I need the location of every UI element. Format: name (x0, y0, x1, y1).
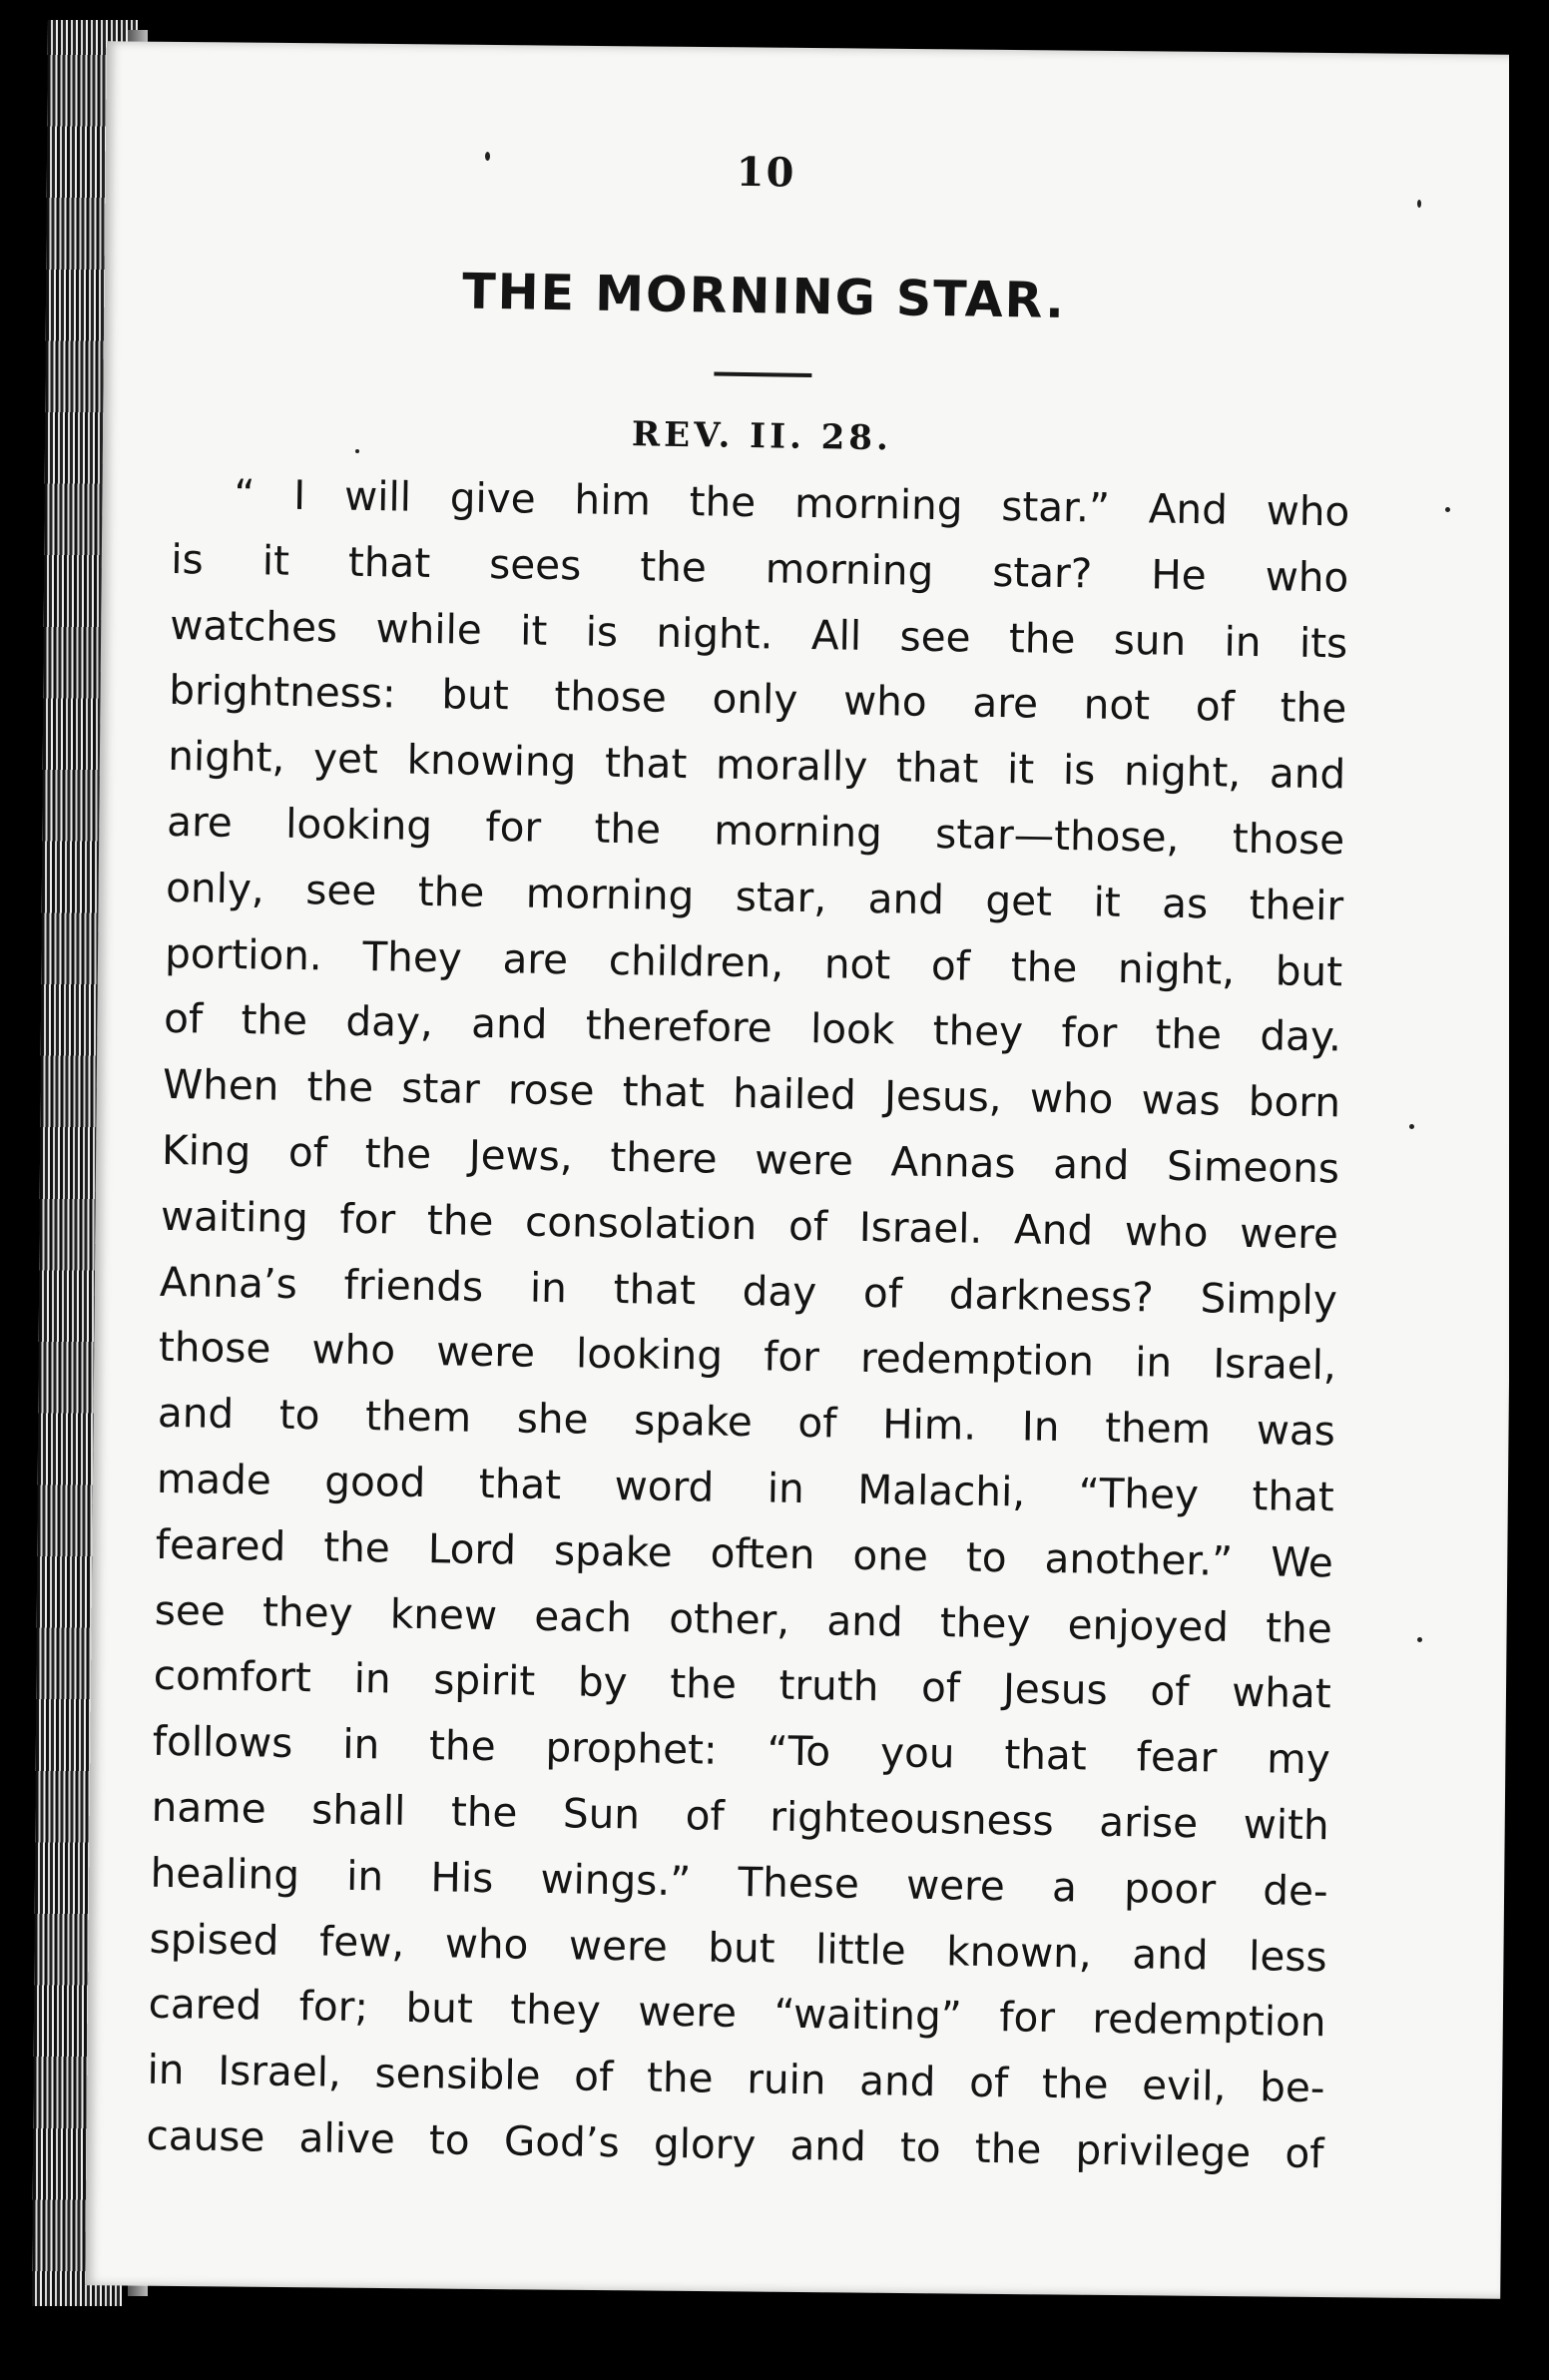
body-text (146, 461, 1350, 2187)
text-line: cared for; but they were “waiting” for redemption (148, 1980, 1326, 2047)
text-line: made good that word in Malachi, “They that (156, 1454, 1335, 1521)
text-line: of the day, and therefore look they for the day. (163, 994, 1342, 1061)
text-line: Anna’s friends in that day of darkness? Simply (159, 1257, 1338, 1324)
text-line: watches while it is night. All see the sun in its (169, 600, 1348, 668)
text-line: comfort in spirit by the truth of Jesus of what (153, 1651, 1332, 1718)
text-line: is it that sees the morning star? He who (171, 534, 1349, 602)
text-line: only, see the morning star, and get it as their (165, 863, 1344, 930)
page-number: 10 (736, 148, 796, 197)
text-line: night, yet knowing that morally that it is night, and (167, 732, 1346, 799)
text-line: feared the Lord spake often one to another.” We (155, 1519, 1334, 1587)
page-content (146, 140, 1355, 2187)
text-line: brightness: but those only who are not of the (168, 666, 1347, 733)
text-line: follows in the prophet: “To you that fear my (152, 1716, 1331, 1784)
scan-speck (1417, 200, 1421, 208)
scan-speck (1409, 1124, 1414, 1129)
text-line: and to them she spake of Him. In them was (157, 1389, 1336, 1456)
text-line: in Israel, sensible of the ruin and of the evil, be- (147, 2045, 1325, 2112)
text-line: “ I will give him the morning star.” And who (234, 469, 1350, 536)
text-line: are looking for the morning star—those, those (166, 797, 1345, 865)
text-line: King of the Jews, there were Annas and Simeons (161, 1125, 1340, 1193)
text-line: spised few, who were but little known, and less (149, 1914, 1327, 1981)
text-line: cause alive to God’s glory and to the privilege of (146, 2110, 1324, 2178)
text-line: name shall the Sun of righteousness arise with (151, 1782, 1330, 1850)
text-line: portion. They are children, not of the night, but (164, 928, 1343, 996)
scan-speck (1417, 1637, 1422, 1642)
scripture-reference: REV. II. 28. (631, 414, 893, 459)
scan-speck (485, 152, 490, 161)
title-rule (714, 371, 811, 377)
chapter-title: THE MORNING STAR. (461, 263, 1067, 329)
text-line: those who were looking for redemption in Israel, (158, 1323, 1337, 1390)
text-line: When the star rose that hailed Jesus, who was born (162, 1060, 1341, 1127)
text-line: waiting for the consolation of Israel. And who were (160, 1191, 1339, 1259)
scan-speck (1445, 507, 1450, 512)
right-margin-dark (1509, 40, 1549, 2316)
scan-speck (355, 449, 359, 453)
text-line: healing in His wings.” These were a poor de- (150, 1848, 1328, 1916)
text-line: see they knew each other, and they enjoyed the (154, 1585, 1333, 1652)
